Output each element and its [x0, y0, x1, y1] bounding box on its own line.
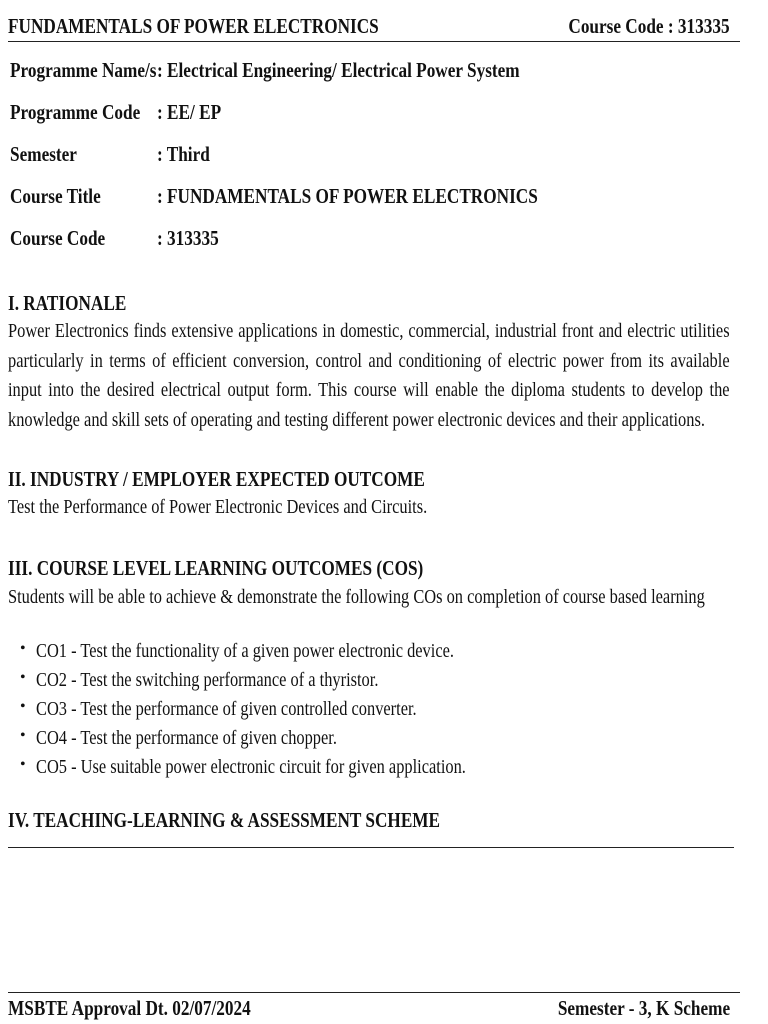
- intro-text: Students will be able to achieve & demonstrate the following COs on completion of course based learning: [8, 586, 705, 608]
- section-heading-teaching: [8, 808, 535, 833]
- heading-text: II. INDUSTRY / EMPLOYER EXPECTED OUTCOME: [8, 467, 425, 491]
- info-label: Programme Code: [10, 100, 141, 124]
- co-text: CO4 - Test the performance of given chopper.: [36, 727, 337, 749]
- section-heading-cos: [8, 556, 514, 581]
- heading-text: I. RATIONALE: [8, 291, 127, 315]
- rationale-paragraph: Power Electronics finds extensive applications in domestic, commercial, industrial front and electric utilities particularly in terms of efficient conversion, control and conditioning of electric power from its available input into the desired electrical output form. This course will enable the diploma students to develop the knowledge and skill sets of operating and testing different power electronic devices and their applications.: [8, 320, 730, 431]
- co-text: CO5 - Use suitable power electronic circuit for given application.: [36, 756, 466, 778]
- info-label: Semester: [10, 142, 77, 166]
- section-heading-industry: [8, 467, 516, 492]
- header-title: FUNDAMENTALS OF POWER ELECTRONICS: [8, 14, 379, 38]
- info-value: : 313335: [157, 226, 219, 250]
- outcome-text: Test the Performance of Power Electronic Devices and Circuits.: [8, 496, 428, 518]
- footer-semester-scheme: Semester - 3, K Scheme: [557, 996, 730, 1020]
- info-value: : EE/ EP: [157, 100, 222, 124]
- co-text: CO2 - Test the switching performance of a thyristor.: [36, 669, 379, 691]
- heading-text: IV. TEACHING-LEARNING & ASSESSMENT SCHEME: [8, 808, 441, 832]
- header-course-code: Course Code : 313335: [568, 14, 730, 38]
- info-value: : Third: [157, 142, 210, 166]
- bullet-icon: •: [20, 756, 26, 773]
- header-divider: [8, 41, 740, 42]
- bullet-icon: •: [20, 640, 26, 657]
- page-footer: [8, 996, 730, 1022]
- footer-approval-date: MSBTE Approval Dt. 02/07/2024: [8, 996, 251, 1020]
- co-text: CO1 - Test the functionality of a given power electronic device.: [36, 640, 454, 662]
- heading-text: III. COURSE LEVEL LEARNING OUTCOMES (COS): [8, 556, 424, 580]
- info-value: : Electrical Engineering/ Electrical Power System: [157, 58, 520, 82]
- bullet-icon: •: [20, 669, 26, 686]
- section-divider: [8, 847, 734, 848]
- page-header: [8, 14, 730, 40]
- bullet-icon: •: [20, 727, 26, 744]
- footer-divider: [8, 992, 740, 993]
- co-text: CO3 - Test the performance of given controlled converter.: [36, 698, 417, 720]
- info-label: Programme Name/s: [10, 58, 157, 82]
- info-label: Course Title: [10, 184, 101, 208]
- cos-intro-text: [8, 586, 768, 609]
- bullet-icon: •: [20, 698, 26, 715]
- info-label: Course Code: [10, 226, 106, 250]
- info-value: : FUNDAMENTALS OF POWER ELECTRONICS: [157, 184, 538, 208]
- industry-outcome-text: [8, 496, 519, 519]
- section-heading-rationale: [8, 291, 152, 316]
